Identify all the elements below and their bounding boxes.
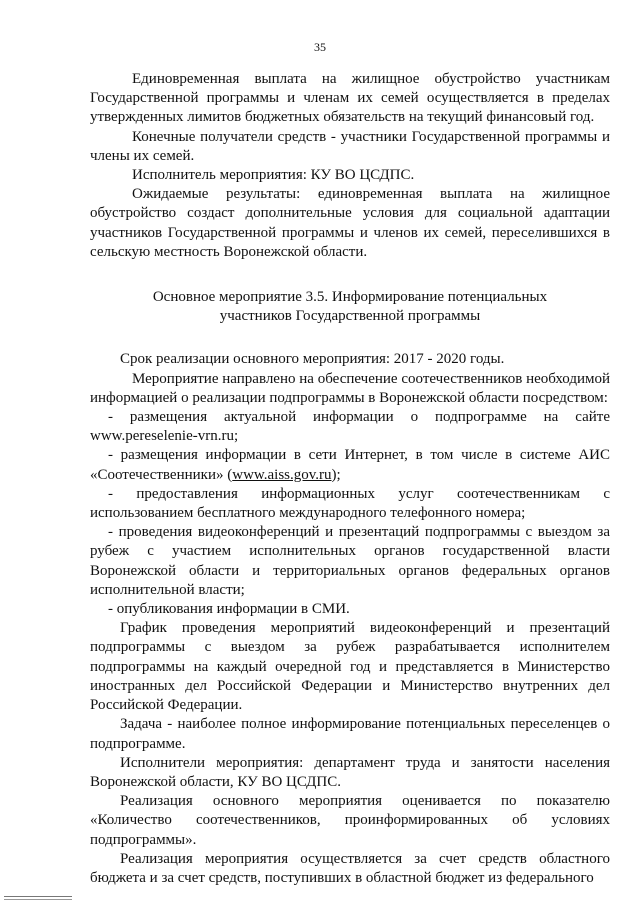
paragraph-final-recipients: Конечные получатели средств - участники Государственной программы и члены их семей. [90, 128, 610, 164]
aiss-link[interactable]: www.aiss.gov.ru [232, 466, 332, 483]
footer-divider [4, 896, 72, 900]
paragraph-funding: Реализация мероприятия осуществляется за счет средств областного бюджета и за счет средств, поступивших в областной бюджет из федерального [90, 850, 610, 886]
list-item-phone-services: - предоставления информационных услуг соотечественникам с использованием бесплатного международного телефонного номера; [90, 485, 610, 522]
paragraph-indicator: Реализация основного мероприятия оценивается по показателю «Количество соотечественников, проинформированных об условиях подпрограммы». [90, 793, 610, 848]
paragraph-executor: Исполнитель мероприятия: КУ ВО ЦСДПС. [132, 167, 415, 184]
list-item-internet [90, 446, 610, 484]
list-item-website: - размещения актуальной информации о подпрограмме на сайте www.pereselenie-vrn.ru; [90, 409, 610, 445]
section-heading-line-2: участников Государственной программы [219, 308, 481, 325]
list-item-videoconferences: - проведения видеоконференций и презентаций подпрограммы с выездом за рубеж с участием исполнительных органов государственной власти Воронежской области и территориальных органов федеральных органов исполнительной власти; [90, 524, 610, 598]
section-heading [90, 288, 610, 326]
paragraph-lump-sum-payment: Единовременная выплата на жилищное обустройство участникам Государственной программы и членам их семей осуществляется в пределах утвержденных лимитов бюджетных обязательств на текущий финансовый год. [90, 71, 610, 126]
paragraph-executors: Исполнители мероприятия: департамент труда и занятости населения Воронежской области, КУ ВО ЦСДПС. [90, 754, 610, 790]
list-item-internet-text: - размещения информации в сети Интернет, в том числе в системе АИС «Соотечественники» ( [90, 447, 610, 483]
page-number: 35 [314, 40, 326, 54]
paragraph-schedule: График проведения мероприятий видеоконференций и презентаций подпрограммы с выездом за рубеж разрабатывается исполнителем подпрограммы на каждый очередной год и представляется в Министерство иностранных дел Российской Федерации и Министерство внутренних дел Российской Федерации. [90, 620, 610, 714]
list-item-internet-end: ); [331, 466, 341, 483]
paragraph-implementation-period: Срок реализации основного мероприятия: 2017 - 2020 годы. [120, 351, 505, 368]
paragraph-task: Задача - наиболее полное информирование потенциальных переселенцев о подпрограмме. [90, 716, 610, 752]
list-item-media: - опубликования информации в СМИ. [108, 601, 350, 618]
section-heading-line-1: Основное мероприятие 3.5. Информирование потенциальных [152, 289, 548, 306]
paragraph-measure-purpose: Мероприятие направлено на обеспечение соотечественников необходимой информацией о реализации подпрограммы в Воронежской области посредством: [90, 370, 610, 406]
document-body [90, 70, 610, 888]
paragraph-expected-results: Ожидаемые результаты: единовременная выплата на жилищное обустройство создаст дополнительные условия для социальной адаптации участников Государственной программы и членов их семей, переселившихся в сельскую местность Воронежской области. [90, 186, 610, 260]
